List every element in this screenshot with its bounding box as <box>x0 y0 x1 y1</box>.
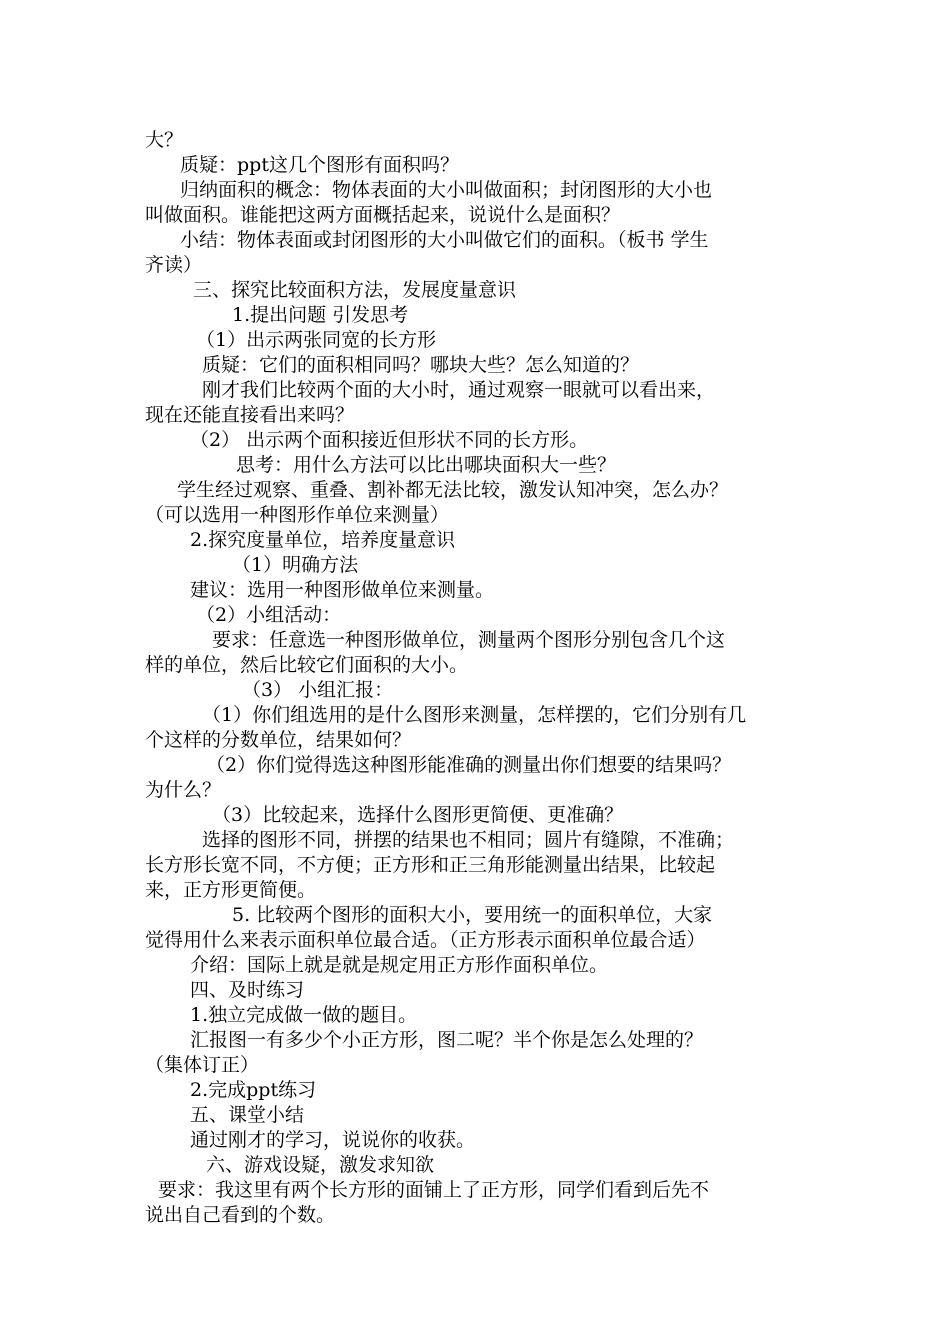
text-line-25: 个这样的分数单位，结果如何？ <box>145 729 412 751</box>
text-line-39: 2.完成ppt练习 <box>190 1079 317 1101</box>
text-line-23: （3） 小组汇报： <box>242 679 394 701</box>
text-line-9: （1）出示两张同宽的长方形 <box>196 329 437 351</box>
text-line-16: （可以选用一种图形作单位来测量） <box>145 504 450 526</box>
section-heading-6: 六、游戏设疑，激发求知欲 <box>206 1154 435 1176</box>
text-line-31: 来，正方形更简便。 <box>145 879 317 901</box>
text-line-38: （集体订正） <box>145 1054 260 1076</box>
text-line-29: 选择的图形不同，拼摆的结果也不相同；圆片有缝隙，不准确； <box>202 829 735 851</box>
text-line-19: 建议：选用一种图形做单位来测量。 <box>190 579 495 601</box>
text-line-5: 小结：物体表面或封闭图形的大小叫做它们的面积。（板书 学生 <box>180 229 709 251</box>
text-line-18: （1）明确方法 <box>232 554 359 576</box>
section-heading-5: 五、课堂小结 <box>190 1104 305 1126</box>
text-line-2: 质疑：ppt这几个图形有面积吗？ <box>180 154 459 176</box>
text-line-41: 通过刚才的学习，说说你的收获。 <box>190 1129 476 1151</box>
text-line-14: 思考：用什么方法可以比出哪块面积大一些？ <box>236 454 617 476</box>
section-heading-3: 三、探究比较面积方法，发展度量意识 <box>193 279 517 301</box>
text-line-27: 为什么？ <box>145 779 222 801</box>
text-line-28: （3）比较起来，选择什么图形更简便、更准确？ <box>212 804 624 826</box>
text-line-32: 5. 比较两个图形的面积大小，要用统一的面积单位，大家 <box>232 904 713 926</box>
text-line-11: 刚才我们比较两个面的大小时，通过观察一眼就可以看出来， <box>202 379 716 401</box>
text-line-1: 大？ <box>145 129 184 151</box>
text-line-13: （2） 出示两个面积接近但形状不同的长方形。 <box>190 429 589 451</box>
text-line-12: 现在还能直接看出来吗？ <box>145 404 355 426</box>
text-line-4: 叫做面积。谁能把这两方面概括起来，说说什么是面积？ <box>145 204 621 226</box>
text-line-20: （2）小组活动： <box>196 604 342 626</box>
text-line-30: 长方形长宽不同，不方便；正方形和正三角形能测量出结果，比较起 <box>145 854 716 876</box>
text-line-33: 觉得用什么来表示面积单位最合适。（正方形表示面积单位最合适） <box>145 929 706 951</box>
text-line-34: 介绍：国际上就是就是规定用正方形作面积单位。 <box>190 954 609 976</box>
text-line-26: （2）你们觉得选这种图形能准确的测量出你们想要的结果吗？ <box>206 754 732 776</box>
text-line-22: 样的单位，然后比较它们面积的大小。 <box>145 654 469 676</box>
text-line-36: 1.独立完成做一做的题目。 <box>190 1004 418 1026</box>
text-line-8: 1.提出问题 引发思考 <box>232 304 409 326</box>
text-line-3: 归纳面积的概念：物体表面的大小叫做面积；封闭图形的大小也 <box>180 179 713 201</box>
text-line-10: 质疑：它们的面积相同吗？哪块大些？怎么知道的？ <box>202 354 640 376</box>
text-line-44: 说出自己看到的个数。 <box>145 1204 336 1226</box>
text-line-43: 要求：我这里有两个长方形的面铺上了正方形，同学们看到后先不 <box>158 1179 710 1201</box>
text-line-24: （1）你们组选用的是什么图形来测量，怎样摆的，它们分别有几 <box>202 704 747 726</box>
text-line-15: 学生经过观察、重叠、割补都无法比较，激发认知冲突，怎么办？ <box>177 479 729 501</box>
text-line-37: 汇报图一有多少个小正方形，图二呢？半个你是怎么处理的？ <box>190 1029 704 1051</box>
text-line-6: 齐读） <box>145 254 203 276</box>
section-heading-4: 四、及时练习 <box>190 979 305 1001</box>
text-line-21: 要求：任意选一种图形做单位，测量两个图形分别包含几个这 <box>212 629 726 651</box>
text-line-17: 2.探究度量单位，培养度量意识 <box>190 529 456 551</box>
